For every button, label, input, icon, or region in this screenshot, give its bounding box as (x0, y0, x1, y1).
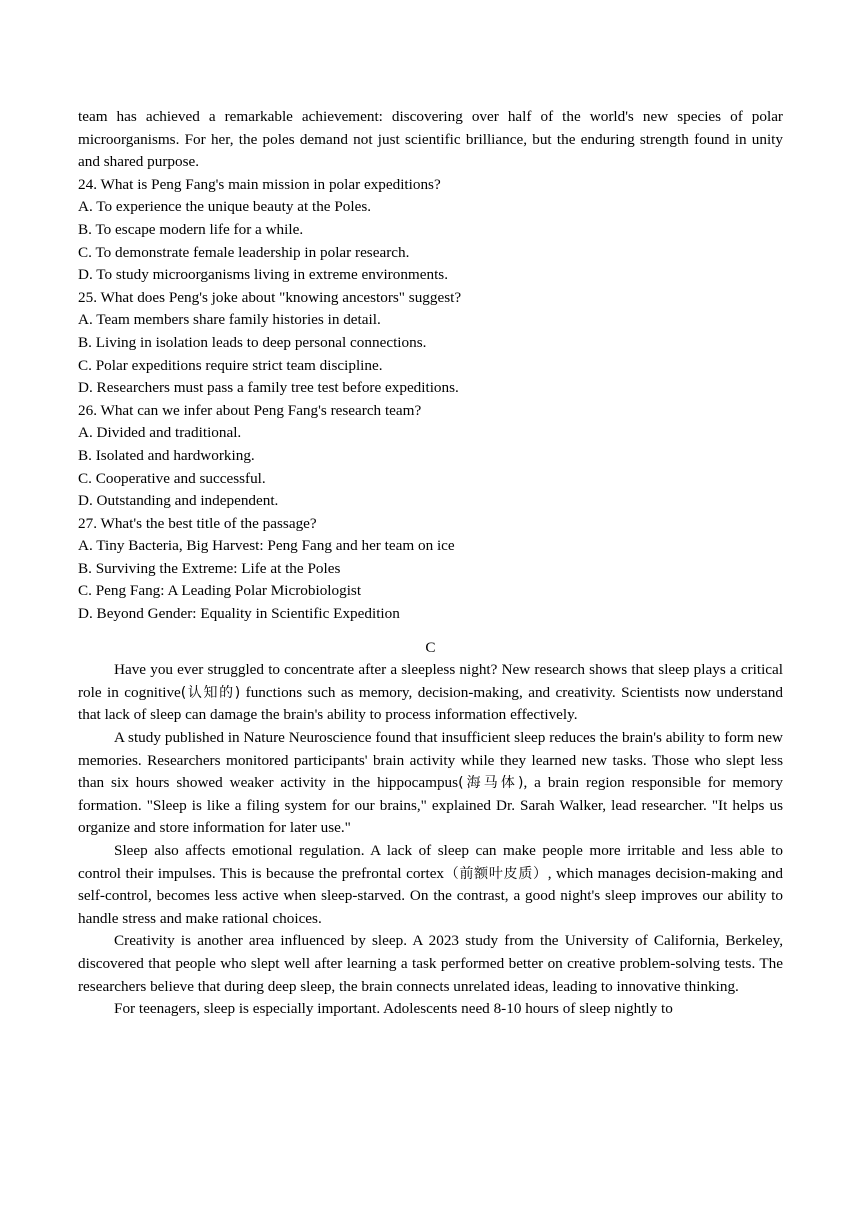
option-d: D. Researchers must pass a family tree test before expeditions. (78, 379, 459, 397)
option-b: B. Isolated and hardworking. (78, 446, 255, 464)
option-c: C. To demonstrate female leadership in polar research. (78, 243, 410, 261)
paragraph-text: Have you ever struggled to concentrate after a sleepless night? New research shows that sleep plays a critical role in cognitive (78, 661, 783, 701)
option-b: B. Surviving the Extreme: Life at the Poles (78, 559, 341, 577)
paragraph-text: functions such as memory, decision-making, and creativity. Scientists now understand that lack of sleep can damage the brain's ability to process information effectively. (78, 683, 783, 724)
question-27 (78, 513, 783, 626)
option-a: A. To experience the unique beauty at the Poles. (78, 198, 372, 216)
question-stem: 27. What's the best title of the passage? (78, 514, 317, 532)
passage-c-paragraph-4: Creativity is another area influenced by sleep. A 2023 study from the University of California, Berkeley, discovered that people who slept well after learning a task performed better on creative problem-solving tests. The researchers believe that during deep sleep, the brain connects unrelated ideas, leading to innovative thinking. (78, 932, 783, 995)
option-b: B. To escape modern life for a while. (78, 220, 304, 238)
passage-c-paragraph-3 (78, 840, 783, 930)
paragraph-text: A study published in Nature Neuroscience found that insufficient sleep reduces the brain's ability to form new memories. Researchers monitored participants' brain activity while they learned new tasks. Those who slept less than six hours showed weaker activity in the hippocampus (78, 729, 783, 792)
passage-c-paragraph-1 (78, 659, 783, 727)
question-25 (78, 287, 783, 400)
question-stem: 24. What is Peng Fang's main mission in polar expeditions? (78, 175, 441, 193)
option-d: D. Beyond Gender: Equality in Scientific Expedition (78, 605, 400, 623)
document-page (78, 106, 783, 1021)
paragraph-text: , which manages decision-making and self-control, becomes less active when sleep-starved. On the contrast, a good night's sleep improves our ability to handle stress and make rational choices. (78, 864, 783, 927)
question-26 (78, 400, 783, 513)
chinese-gloss: (海马体) (458, 775, 524, 792)
option-d: D. To study microorganisms living in extreme environments. (78, 266, 449, 284)
chinese-gloss: （前额叶皮质） (444, 865, 548, 882)
section-heading: C (425, 638, 436, 656)
option-c: C. Peng Fang: A Leading Polar Microbiologist (78, 582, 362, 600)
option-a: A. Team members share family histories in detail. (78, 311, 381, 329)
chinese-gloss: (认知的) (180, 684, 241, 701)
question-stem: 26. What can we infer about Peng Fang's research team? (78, 401, 422, 419)
option-d: D. Outstanding and independent. (78, 492, 279, 510)
paragraph-text: , a brain region responsible for memory formation. "Sleep is like a filing system for our brains," explained Dr. Sarah Walker, lead researcher. "It helps us organize and store information for later use." (78, 774, 783, 837)
passage-c-paragraph-5: For teenagers, sleep is especially important. Adolescents need 8-10 hours of sleep nightly to (114, 1000, 673, 1018)
passage-c-paragraph-2 (78, 727, 783, 840)
passage-b-closing-paragraph: team has achieved a remarkable achievement: discovering over half of the world's new species of polar microorganisms. For her, the poles demand not just scientific brilliance, but the enduring strength found in unity and shared purpose. (78, 108, 783, 171)
option-a: A. Tiny Bacteria, Big Harvest: Peng Fang and her team on ice (78, 537, 455, 555)
question-24 (78, 174, 783, 287)
option-c: C. Cooperative and successful. (78, 469, 266, 487)
option-a: A. Divided and traditional. (78, 424, 242, 442)
option-b: B. Living in isolation leads to deep personal connections. (78, 333, 427, 351)
paragraph-text: Sleep also affects emotional regulation. A lack of sleep can make people more irritable and less able to control their impulses. This is because the prefrontal cortex (78, 842, 783, 882)
question-stem: 25. What does Peng's joke about "knowing ancestors" suggest? (78, 288, 462, 306)
option-c: C. Polar expeditions require strict team discipline. (78, 356, 383, 374)
